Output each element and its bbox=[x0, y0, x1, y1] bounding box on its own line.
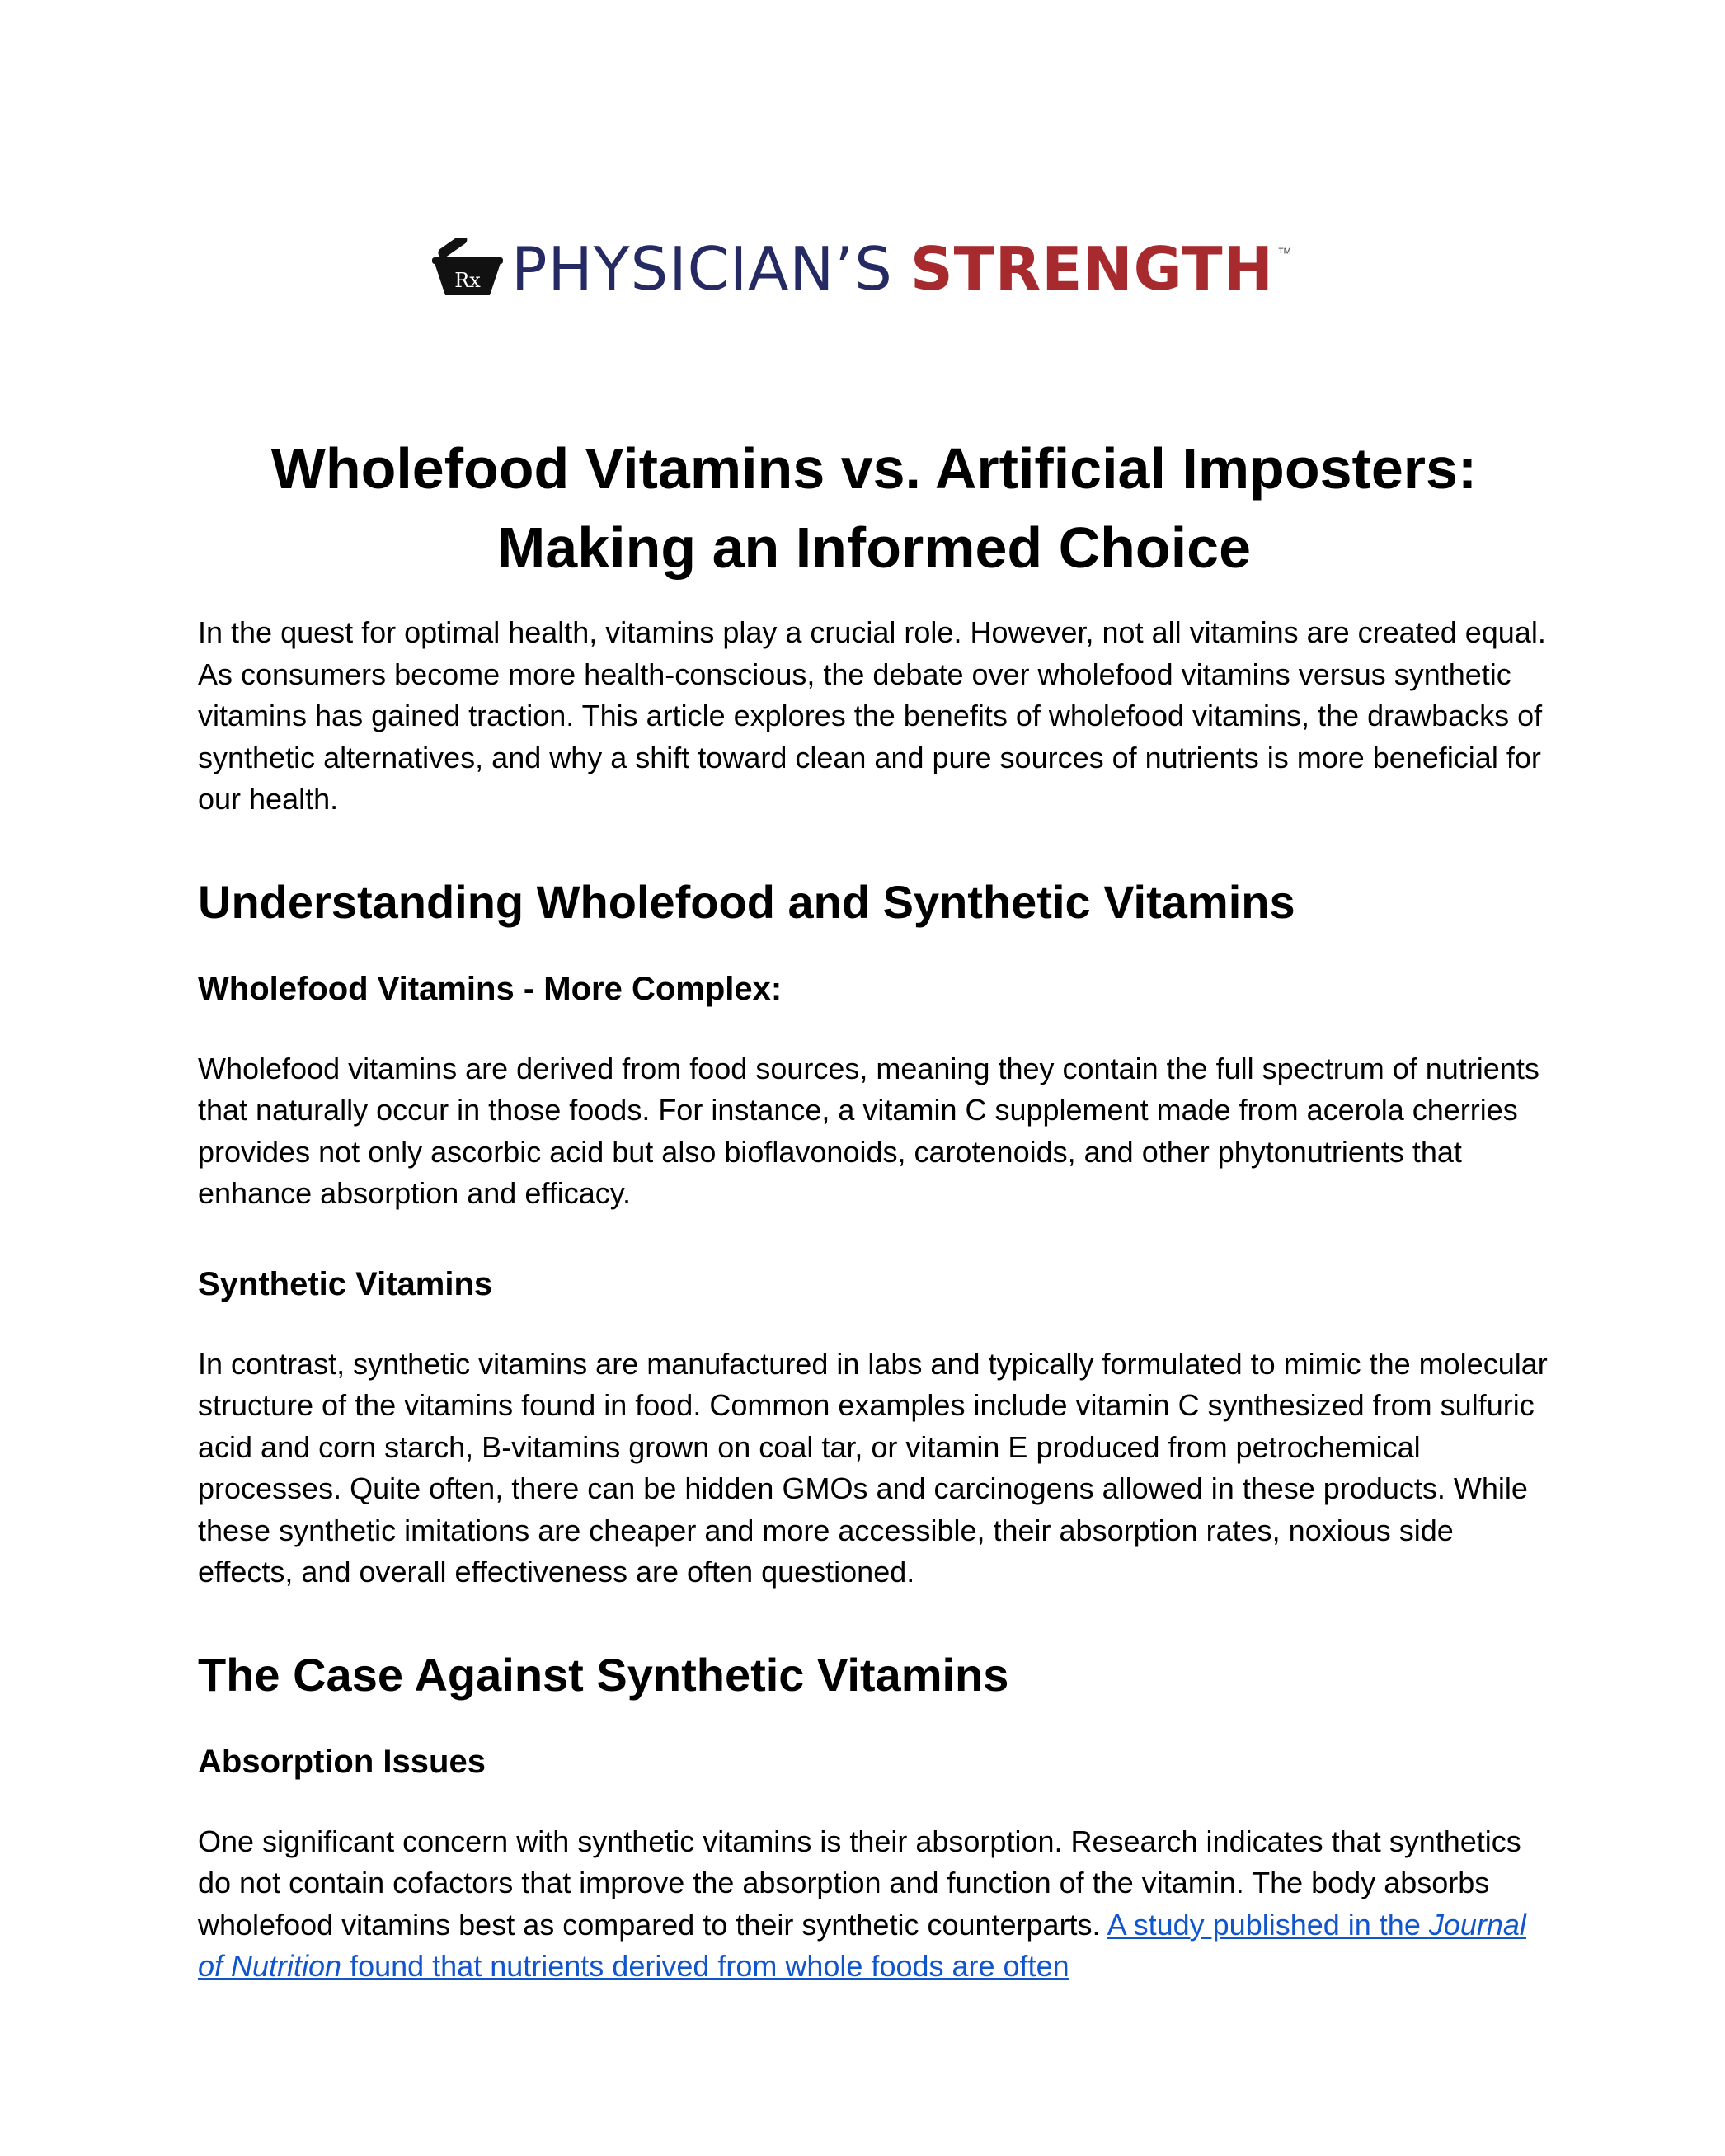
page-title-line-1: Wholefood Vitamins vs. Artificial Imposters: bbox=[270, 436, 1478, 501]
rx-glyph: Rx bbox=[454, 269, 481, 292]
subheading-absorption-issues: Absorption Issues bbox=[198, 1743, 486, 1780]
section-heading-case-against: The Case Against Synthetic Vitamins bbox=[198, 1648, 1009, 1701]
brand-name-strength: STRENGTH bbox=[910, 233, 1274, 304]
link-text-part-2: found that nutrients derived from whole foods are often bbox=[341, 1949, 1069, 1983]
intro-paragraph: In the quest for optimal health, vitamins play a crucial role. However, not all vitamins are created equal. As consumers become more health-conscious, the debate over wholefood vitamins versus synthetic vitamins has gained traction. This article explores the benefits of wholefood vitamins, the drawbacks of synthetic alternatives, and why a shift toward clean and pure sources of nutrients is more beneficial for our health. bbox=[198, 615, 1546, 816]
brand-logo-inner bbox=[432, 233, 1293, 304]
page-title bbox=[190, 429, 1558, 587]
brand-wordmark bbox=[511, 233, 1293, 304]
paragraph-synthetic-vitamins: In contrast, synthetic vitamins are manufactured in labs and typically formulated to mimic the molecular structure of the vitamins found in food. Common examples include vitamin C synthesized from sulfuric acid and corn starch, B-vitamins grown on coal tar, or vitamin E produced from petrochemical processes. Quite often, there can be hidden GMOs and carcinogens allowed in these products. While these synthetic imitations are cheaper and more accessible, their absorption rates, noxious side effects, and overall effectiveness are often questioned. bbox=[198, 1346, 1548, 1589]
mortar-and-pestle-rx-icon bbox=[432, 238, 503, 300]
brand-name-physicians: PHYSICIAN’S bbox=[511, 233, 893, 304]
link-text-part-1: A study published in the bbox=[1107, 1907, 1429, 1942]
link-journal-title: Journal of Nutrition bbox=[198, 1907, 1526, 1983]
paragraph-absorption-issues bbox=[198, 1821, 1550, 1988]
absorption-text: One significant concern with synthetic vitamins is their absorption. Research indicates that synthetics do not contain cofactors that improve the absorption and function of the vitamin. The body absorbs wholefood vitamins best as compared to their synthetic counterparts. bbox=[198, 1824, 1521, 1942]
brand-logo bbox=[0, 233, 1725, 304]
trademark-symbol: ™ bbox=[1276, 244, 1293, 261]
document-body bbox=[198, 429, 1550, 1988]
subheading-synthetic-vitamins: Synthetic Vitamins bbox=[198, 1265, 493, 1302]
section-heading-understanding: Understanding Wholefood and Synthetic Vitamins bbox=[198, 875, 1295, 928]
paragraph-wholefood-vitamins: Wholefood vitamins are derived from food sources, meaning they contain the full spectrum of nutrients that naturally occur in those foods. For instance, a vitamin C supplement made from acerola cherries provides not only ascorbic acid but also bioflavonoids, carotenoids, and other phytonutrients that enhance absorption and efficacy. bbox=[198, 1051, 1539, 1210]
subheading-wholefood-vitamins: Wholefood Vitamins - More Complex: bbox=[198, 970, 783, 1007]
page-title-line-2: Making an Informed Choice bbox=[497, 515, 1251, 580]
